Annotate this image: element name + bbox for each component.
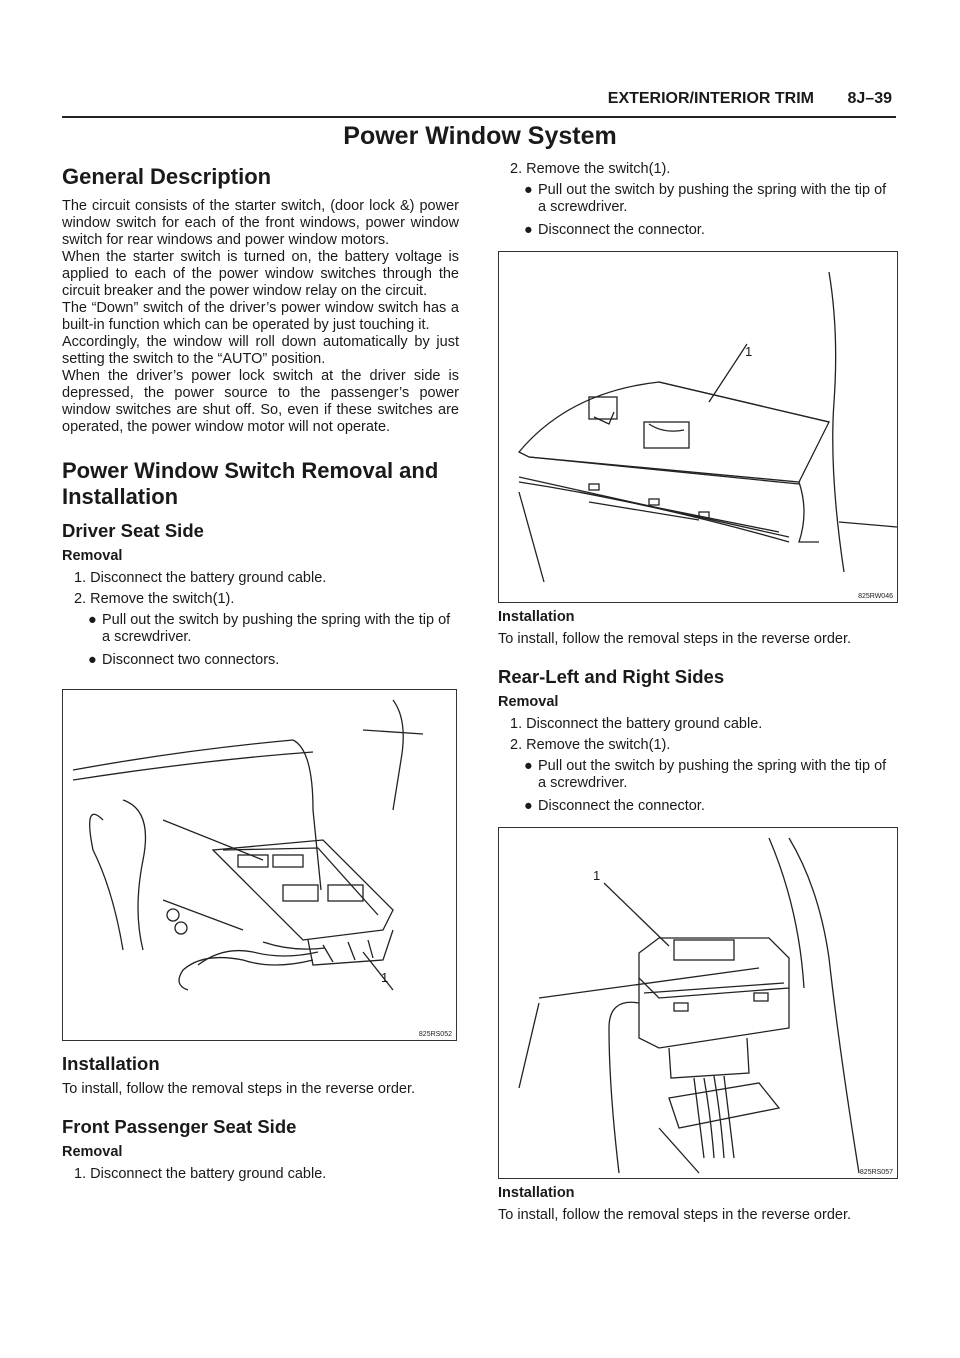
- rear-installation-text: To install, follow the removal steps in the reverse order.: [498, 1207, 851, 1223]
- driver-bullet-2: ● Disconnect two connectors.: [88, 652, 280, 668]
- general-paragraph: The “Down” switch of the driver’s power window switch has a built-in function which can be operated by just touching it.: [62, 300, 459, 333]
- rear-removal-label: Removal: [498, 694, 559, 710]
- header-page-number: 8J–39: [847, 90, 892, 107]
- rear-bullet-1: ● Pull out the switch by pushing the spring with the tip of a screwdriver.: [524, 758, 887, 791]
- passenger-installation-label: Installation: [498, 609, 575, 625]
- rear-bullet-2: ● Disconnect the connector.: [524, 798, 705, 814]
- driver-step-1: 1. Disconnect the battery ground cable.: [74, 570, 327, 586]
- left-column: [62, 164, 459, 1187]
- rear-installation-label: Installation: [498, 1185, 575, 1201]
- rear-step-2: 2. Remove the switch(1).: [510, 737, 671, 753]
- driver-switch-illustration: [62, 689, 457, 1041]
- callout-number: 1: [745, 344, 753, 359]
- bullet-icon: ●: [524, 758, 533, 774]
- general-description-heading: General Description: [62, 164, 272, 189]
- figure-code: 825RS052: [418, 1031, 452, 1038]
- driver-bullet-1: ● Pull out the switch by pushing the spring with the tip of a screwdriver.: [88, 612, 451, 645]
- rear-left-right-sides-heading: Rear-Left and Right Sides: [498, 666, 725, 687]
- driver-step-2: 2. Remove the switch(1).: [74, 591, 235, 607]
- passenger-bullet-1: ● Pull out the switch by pushing the spring with the tip of a screwdriver.: [524, 182, 887, 215]
- driver-removal-label: Removal: [62, 548, 123, 564]
- driver-installation-heading: Installation: [62, 1053, 160, 1074]
- bullet-icon: ●: [524, 222, 533, 238]
- general-paragraph: When the driver’s power lock switch at the driver side is depressed, the power source to the passenger’s power window switches are shut off. So, even if these switches are operated, the power window motor will not operate.: [62, 368, 459, 435]
- passenger-switch-illustration: [498, 251, 898, 603]
- bullet-icon: ●: [524, 182, 533, 198]
- driver-seat-side-heading: Driver Seat Side: [62, 520, 204, 541]
- passenger-step-1: 1. Disconnect the battery ground cable.: [74, 1166, 327, 1182]
- header-section-title: EXTERIOR/INTERIOR TRIM: [607, 90, 814, 107]
- page-title: Power Window System: [343, 122, 617, 150]
- driver-installation-text: To install, follow the removal steps in the reverse order.: [62, 1081, 415, 1097]
- right-column: [498, 161, 898, 1224]
- callout-number: 1: [593, 868, 601, 883]
- general-paragraph: When the starter switch is turned on, the battery voltage is applied to each of the power window switches through the circuit breaker and the power window relay on the circuit.: [62, 249, 459, 299]
- figure-code: 825RW046: [858, 593, 893, 600]
- page-header: [62, 88, 896, 118]
- callout-number: 1: [381, 970, 389, 985]
- removal-installation-heading: Power Window Switch Removal and Installation: [62, 458, 439, 509]
- bullet-icon: ●: [524, 798, 533, 814]
- passenger-installation-text: To install, follow the removal steps in the reverse order.: [498, 631, 851, 647]
- passenger-bullet-2: ● Disconnect the connector.: [524, 222, 705, 238]
- bullet-icon: ●: [88, 612, 97, 628]
- figure-code: 825RS057: [859, 1169, 893, 1176]
- passenger-step-2: 2. Remove the switch(1).: [510, 161, 671, 177]
- passenger-removal-label: Removal: [62, 1144, 123, 1160]
- rear-switch-illustration: [498, 827, 898, 1179]
- general-paragraph: The circuit consists of the starter switch, (door lock &) power window switch for each of the front windows, power window switch for rear windows and power window motors.: [62, 198, 459, 248]
- front-passenger-seat-side-heading: Front Passenger Seat Side: [62, 1116, 297, 1137]
- general-paragraph: Accordingly, the window will roll down automatically by just setting the switch to the “AUTO” position.: [62, 334, 459, 367]
- bullet-icon: ●: [88, 652, 97, 668]
- rear-step-1: 1. Disconnect the battery ground cable.: [510, 716, 763, 732]
